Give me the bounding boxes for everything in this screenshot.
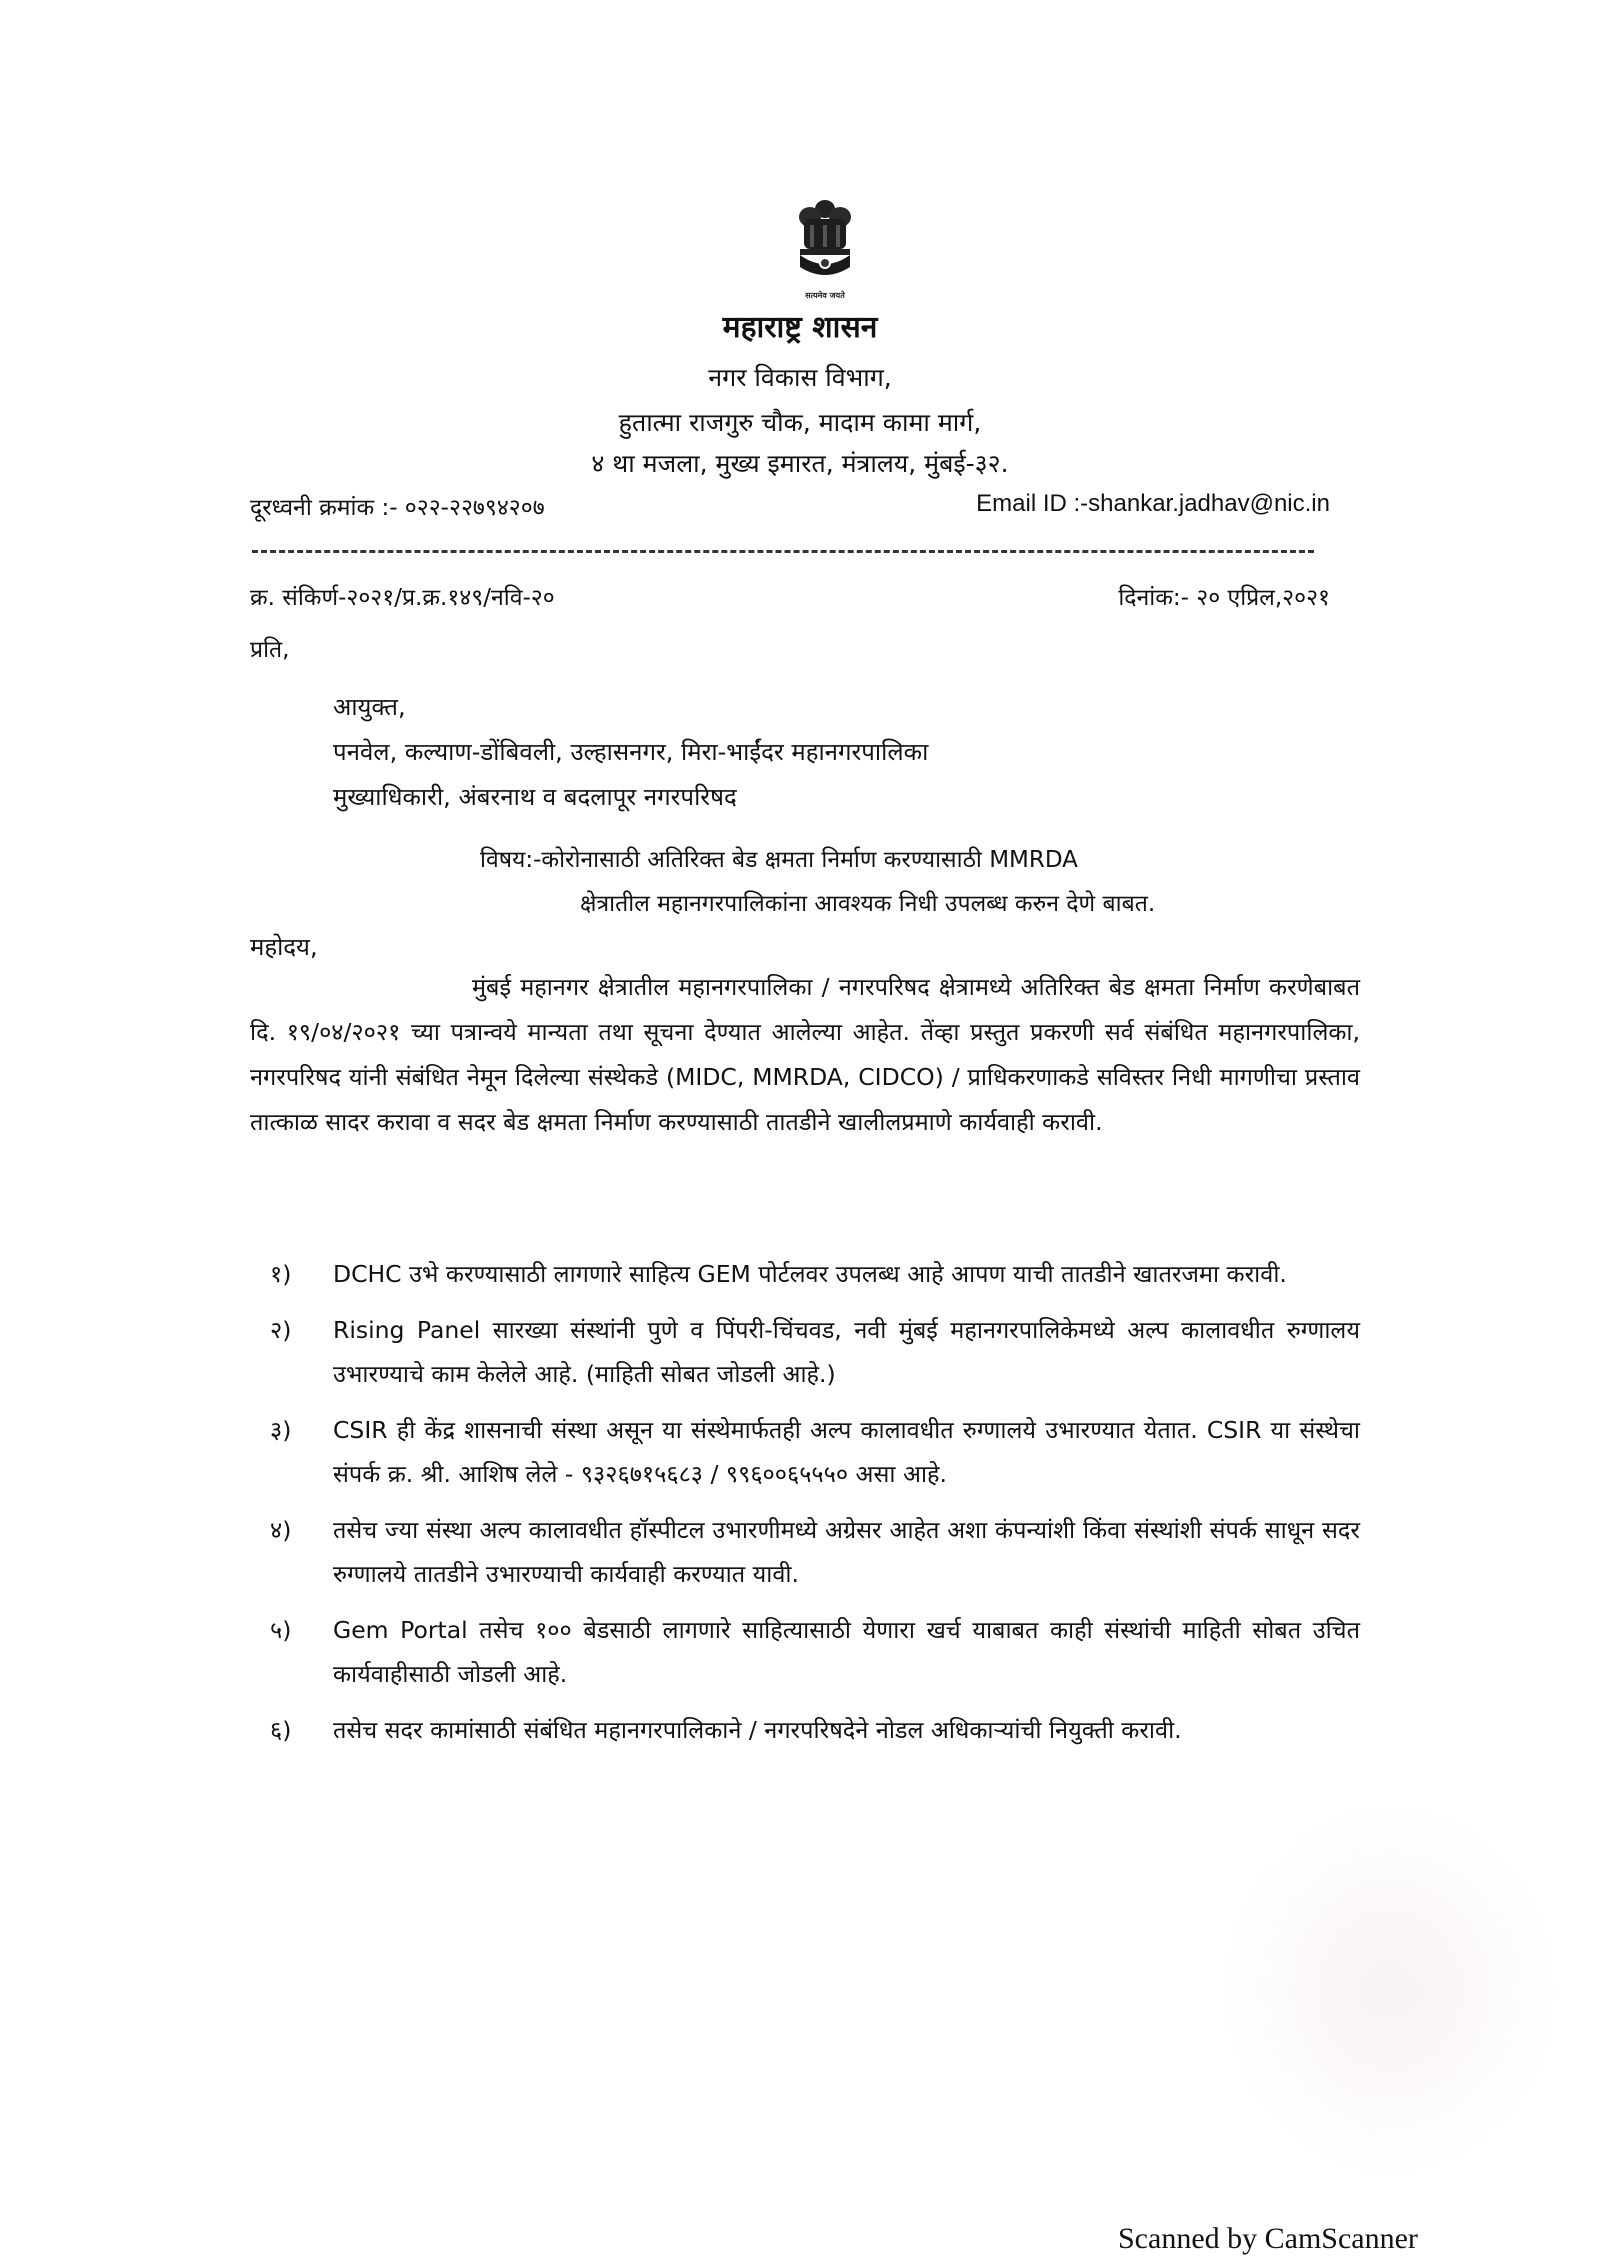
dashed-divider (252, 550, 1314, 553)
subject-line-2: क्षेत्रातील महानगरपालिकांना आवश्यक निधी उपलब्ध करुन देणे बाबत. (580, 891, 1156, 917)
department-name: नगर विकास विभाग, (708, 363, 892, 392)
reference-number: क्र. संकिर्ण-२०२१/प्र.क्र.१४९/नवि-२० (250, 585, 555, 611)
list-item-text: Rising Panel सारख्या संस्थांनी पुणे व पिंपरी-चिंचवड, नवी मुंबई महानगरपालिकेमध्ये अल्प कालावधीत रुग्णालय उभारण्याचे काम केलेले आहे. (माहिती सोबत जोडली आहे.) (333, 1316, 1360, 1388)
letter-date: दिनांक:- २० एप्रिल,२०२१ (1118, 585, 1330, 611)
subject-line-1: विषय:-कोरोनासाठी अतिरिक्त बेड क्षमता निर्माण करण्यासाठी MMRDA (480, 847, 1078, 873)
list-item (270, 1708, 1360, 1752)
list-item (270, 1408, 1360, 1496)
salutation: महोदय, (250, 933, 318, 961)
government-title: महाराष्ट्र शासन (722, 310, 878, 345)
list-item-text: DCHC उभे करण्यासाठी लागणारे साहित्य GEM पोर्टलवर उपलब्ध आहे आपण याची तातडीने खातरजमा करावी. (333, 1260, 1287, 1288)
address-line-1: हुतात्मा राजगुरु चौक, मादाम कामा मार्ग, (618, 408, 982, 437)
list-item (270, 1608, 1360, 1696)
contact-row (250, 490, 1330, 530)
list-item-text: तसेच ज्या संस्था अल्प कालावधीत हॉस्पीटल उभारणीमध्ये अग्रेसर आहेत अशा कंपन्यांशी किंवा संस्थांशी संपर्क साधून सदर रुग्णालये तातडीने उभारण्याची कार्यवाही करण्यात यावी. (333, 1516, 1360, 1588)
emblem-motto: सत्यमेव जयते (805, 291, 845, 300)
list-item (270, 1508, 1360, 1596)
address-line-2: ४ था मजला, मुख्य इमारत, मंत्रालय, मुंबई-३२. (591, 449, 1009, 478)
reference-row (250, 580, 1330, 620)
list-item (270, 1308, 1360, 1396)
list-item (270, 1252, 1360, 1296)
recipient-line-1: आयुक्त, (333, 693, 406, 721)
list-item-text: Gem Portal तसेच १०० बेडसाठी लागणारे साहित्यासाठी येणारा खर्च याबाबत काही संस्थांची माहिती सोबत उचित कार्यवाहीसाठी जोडली आहे. (333, 1616, 1360, 1688)
paper-stain (1220, 1800, 1560, 2180)
recipient-line-2: पनवेल, कल्याण-डोंबिवली, उल्हासनगर, मिरा-भाईंदर महानगरपालिका (333, 738, 929, 766)
list-item-number: ४) (270, 1516, 292, 1544)
list-item-text: तसेच सदर कामांसाठी संबंधित महानगरपालिकाने / नगरपरिषदेने नोडल अधिकाऱ्यांची नियुक्ती करावी. (333, 1716, 1182, 1744)
list-item-number: १) (270, 1260, 292, 1288)
list-item-number: २) (270, 1316, 292, 1344)
list-item-number: ३) (270, 1416, 292, 1444)
camscanner-watermark: Scanned by CamScanner (1118, 2222, 1418, 2255)
body-paragraph: मुंबई महानगर क्षेत्रातील महानगरपालिका / नगरपरिषद क्षेत्रामध्ये अतिरिक्त बेड क्षमता निर्माण करणेबाबत दि. १९/०४/२०२१ च्या पत्रान्वये मान्यता तथा सूचना देण्यात आलेल्या आहेत. तेंव्हा प्रस्तुत प्रकरणी सर्व संबंधित महानगरपालिका, नगरपरिषद यांनी संबंधित नेमून दिलेल्या संस्थेकडे (MIDC, MMRDA, CIDCO) / प्राधिकरणाकडे सविस्तर निधी मागणीचा प्रस्ताव तात्काळ सादर करावा व सदर बेड क्षमता निर्माण करण्यासाठी तातडीने खालीलप्रमाणे कार्यवाही करावी. (250, 973, 1360, 1136)
phone-number: दूरध्वनी क्रमांक :- ०२२-२२७९४२०७ (250, 495, 545, 521)
national-emblem-icon (790, 195, 860, 285)
recipient-prefix: प्रति, (250, 637, 290, 663)
email-id: Email ID :-shankar.jadhav@nic.in (976, 490, 1330, 517)
subject-block (480, 838, 1350, 926)
list-item-number: ५) (270, 1616, 292, 1644)
action-points-list (270, 1252, 1360, 1764)
list-item-number: ६) (270, 1716, 292, 1744)
list-item-text: CSIR ही केंद्र शासनाची संस्था असून या संस्थेमार्फतही अल्प कालावधीत रुग्णालये उभारण्यात येतात. CSIR या संस्थेचा संपर्क क्र. श्री. आशिष लेले - ९३२६७१५६८३ / ९९६००६५५५० असा आहे. (333, 1416, 1360, 1488)
recipient-line-3: मुख्याधिकारी, अंबरनाथ व बदलापूर नगरपरिषद (333, 783, 737, 811)
